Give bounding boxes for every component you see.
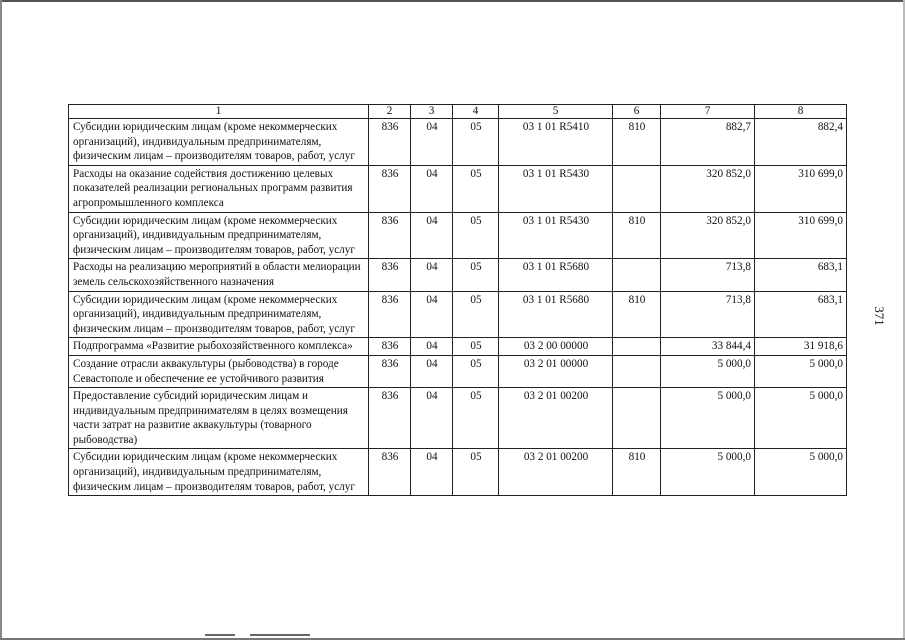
subsection-code-cell: 05 (453, 212, 499, 259)
header-cell: 1 (69, 105, 369, 119)
amount-col7-cell: 713,8 (661, 259, 755, 291)
row-name-cell: Расходы на оказание содействия достижению целевых показателей реализации региональных программ развития агропромышленного комплекса (69, 165, 369, 212)
amount-col8-cell: 683,1 (755, 291, 847, 338)
amount-col8-cell: 5 000,0 (755, 388, 847, 449)
subsection-code-cell: 05 (453, 291, 499, 338)
target-article-cell: 03 1 01 R5430 (499, 212, 613, 259)
subsection-code-cell: 05 (453, 119, 499, 166)
amount-col7-cell: 882,7 (661, 119, 755, 166)
ministry-code-cell: 836 (369, 165, 411, 212)
header-cell: 7 (661, 105, 755, 119)
ministry-code-cell: 836 (369, 338, 411, 356)
section-code-cell: 04 (411, 259, 453, 291)
section-code-cell: 04 (411, 119, 453, 166)
table-row (69, 449, 847, 496)
header-cell: 6 (613, 105, 661, 119)
table-header-row (69, 105, 847, 119)
ministry-code-cell: 836 (369, 259, 411, 291)
section-code-cell: 04 (411, 388, 453, 449)
amount-col7-cell: 713,8 (661, 291, 755, 338)
amount-col8-cell: 5 000,0 (755, 355, 847, 387)
section-code-cell: 04 (411, 355, 453, 387)
row-name-cell: Субсидии юридическим лицам (кроме некоммерческих организаций), индивидуальным предпринимателям, физическим лицам – производителям товаров, работ, услуг (69, 212, 369, 259)
ministry-code-cell: 836 (369, 212, 411, 259)
row-name-cell: Субсидии юридическим лицам (кроме некоммерческих организаций), индивидуальным предпринимателям, физическим лицам – производителям товаров, работ, услуг (69, 119, 369, 166)
expense-type-cell: 810 (613, 119, 661, 166)
table-row (69, 291, 847, 338)
row-name-cell: Создание отрасли аквакультуры (рыбоводства) в городе Севастополе и обеспечение ее устойчивого развития (69, 355, 369, 387)
scan-border-left (0, 0, 2, 640)
expense-type-cell: 810 (613, 212, 661, 259)
target-article-cell: 03 2 01 00000 (499, 355, 613, 387)
table-row (69, 355, 847, 387)
scan-mark (205, 634, 235, 636)
amount-col7-cell: 5 000,0 (661, 355, 755, 387)
scan-border-top (0, 0, 905, 2)
table-row (69, 212, 847, 259)
ministry-code-cell: 836 (369, 291, 411, 338)
amount-col7-cell: 5 000,0 (661, 388, 755, 449)
table-row (69, 119, 847, 166)
subsection-code-cell: 05 (453, 338, 499, 356)
row-name-cell: Подпрограмма «Развитие рыбохозяйственного комплекса» (69, 338, 369, 356)
target-article-cell: 03 2 01 00200 (499, 388, 613, 449)
expense-type-cell (613, 338, 661, 356)
amount-col7-cell: 5 000,0 (661, 449, 755, 496)
subsection-code-cell: 05 (453, 165, 499, 212)
ministry-code-cell: 836 (369, 449, 411, 496)
budget-table (68, 104, 847, 496)
expense-type-cell (613, 388, 661, 449)
page-number: 371 (872, 306, 887, 326)
target-article-cell: 03 2 00 00000 (499, 338, 613, 356)
row-name-cell: Субсидии юридическим лицам (кроме некоммерческих организаций), индивидуальным предпринимателям, физическим лицам – производителям товаров, работ, услуг (69, 449, 369, 496)
section-code-cell: 04 (411, 338, 453, 356)
table-row (69, 388, 847, 449)
amount-col7-cell: 320 852,0 (661, 165, 755, 212)
amount-col8-cell: 5 000,0 (755, 449, 847, 496)
scan-mark (250, 634, 310, 636)
target-article-cell: 03 1 01 R5680 (499, 259, 613, 291)
subsection-code-cell: 05 (453, 388, 499, 449)
row-name-cell: Предоставление субсидий юридическим лицам и индивидуальным предпринимателям в целях возмещения части затрат на развитие аквакультуры (товарного рыбоводства) (69, 388, 369, 449)
amount-col8-cell: 683,1 (755, 259, 847, 291)
table-row (69, 259, 847, 291)
amount-col8-cell: 310 699,0 (755, 165, 847, 212)
subsection-code-cell: 05 (453, 259, 499, 291)
section-code-cell: 04 (411, 165, 453, 212)
table-row (69, 165, 847, 212)
header-cell: 2 (369, 105, 411, 119)
header-cell: 8 (755, 105, 847, 119)
expense-type-cell: 810 (613, 449, 661, 496)
expense-type-cell (613, 259, 661, 291)
row-name-cell: Расходы на реализацию мероприятий в области мелиорации земель сельскохозяйственного назначения (69, 259, 369, 291)
section-code-cell: 04 (411, 449, 453, 496)
subsection-code-cell: 05 (453, 449, 499, 496)
amount-col8-cell: 310 699,0 (755, 212, 847, 259)
header-cell: 4 (453, 105, 499, 119)
amount-col8-cell: 882,4 (755, 119, 847, 166)
subsection-code-cell: 05 (453, 355, 499, 387)
section-code-cell: 04 (411, 291, 453, 338)
section-code-cell: 04 (411, 212, 453, 259)
target-article-cell: 03 1 01 R5410 (499, 119, 613, 166)
target-article-cell: 03 2 01 00200 (499, 449, 613, 496)
row-name-cell: Субсидии юридическим лицам (кроме некоммерческих организаций), индивидуальным предпринимателям, физическим лицам – производителям товаров, работ, услуг (69, 291, 369, 338)
target-article-cell: 03 1 01 R5680 (499, 291, 613, 338)
header-cell: 3 (411, 105, 453, 119)
target-article-cell: 03 1 01 R5430 (499, 165, 613, 212)
ministry-code-cell: 836 (369, 119, 411, 166)
amount-col7-cell: 33 844,4 (661, 338, 755, 356)
table-row (69, 338, 847, 356)
amount-col8-cell: 31 918,6 (755, 338, 847, 356)
expense-type-cell: 810 (613, 291, 661, 338)
ministry-code-cell: 836 (369, 388, 411, 449)
ministry-code-cell: 836 (369, 355, 411, 387)
expense-type-cell (613, 355, 661, 387)
expense-type-cell (613, 165, 661, 212)
header-cell: 5 (499, 105, 613, 119)
amount-col7-cell: 320 852,0 (661, 212, 755, 259)
